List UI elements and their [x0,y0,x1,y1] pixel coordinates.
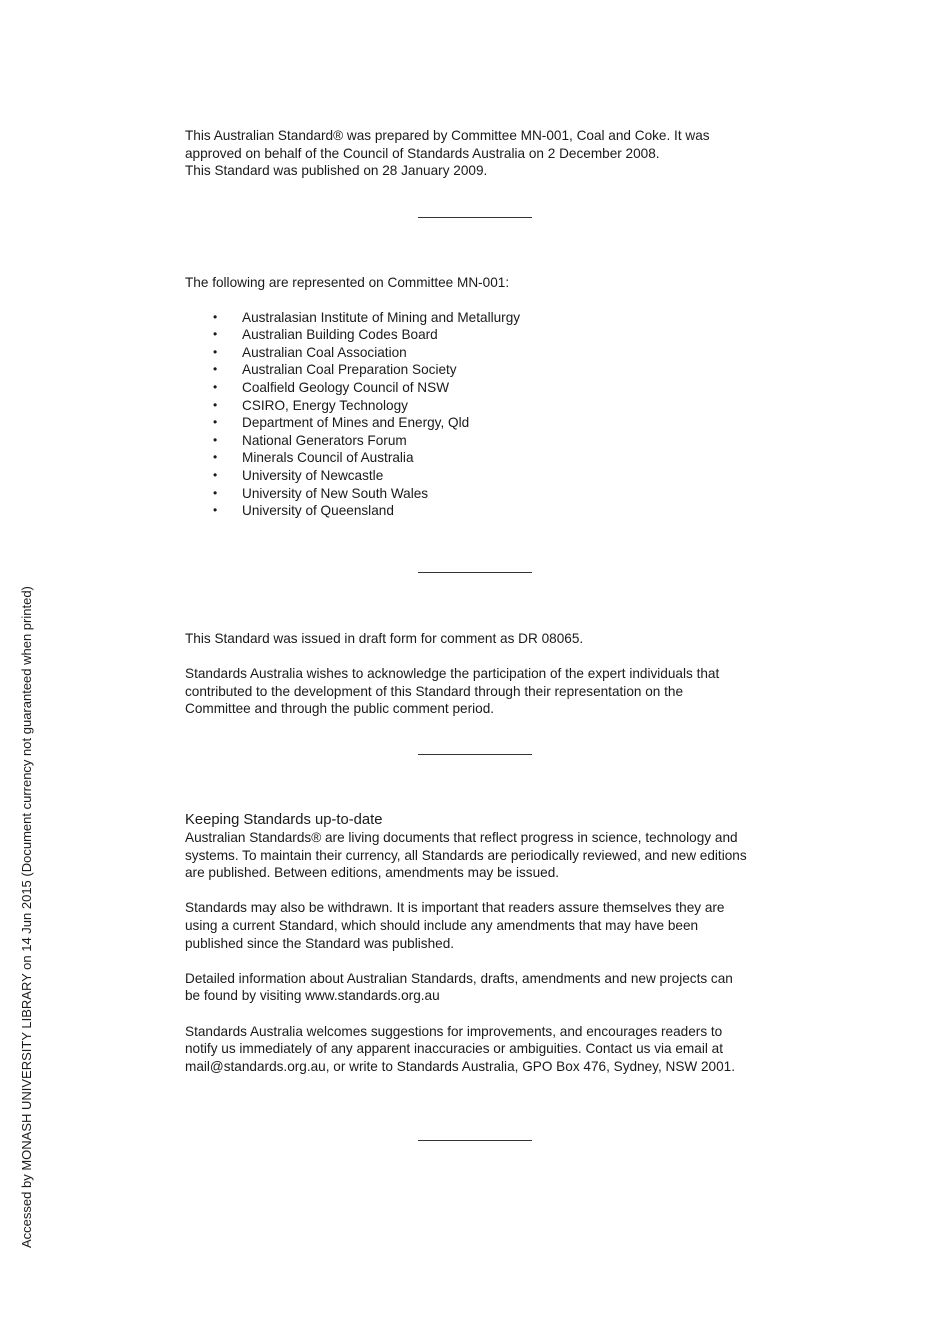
list-item: • Australian Coal Preparation Society [213,362,457,378]
bullet-icon: • [213,432,218,447]
bullet-icon: • [213,450,218,465]
keeping-standards-section [185,811,775,1075]
website-link[interactable]: www.standards.org.au [305,988,440,1004]
p2-line-2: using a current Standard, which should include any amendments that may have been [185,917,699,933]
bullet-icon: • [213,362,218,377]
email-link[interactable]: mail@standards.org.au [185,1058,326,1074]
section-divider [418,754,532,755]
p2-line-1: Standards may also be withdrawn. It is important that readers assure themselves they are [185,900,725,916]
bullet-icon: • [213,309,218,324]
preparation-notice [185,127,775,180]
bullet-icon: • [213,503,218,518]
ack-line-1: Standards Australia wishes to acknowledge the participation of the expert individuals that [185,666,720,682]
section-divider [418,572,532,573]
list-item: • National Generators Forum [213,432,407,448]
ack-line-2: contributed to the development of this Standard through their representation on the [185,683,684,699]
bullet-icon: • [213,467,218,482]
prep-line-2: approved on behalf of the Council of Standards Australia on 2 December 2008. [185,145,660,161]
p1-line-3: are published. Between editions, amendments may be issued. [185,865,560,881]
p4-line-3: mail@standards.org.au, or write to Standards Australia, GPO Box 476, Sydney, NSW 2001. [185,1058,736,1074]
list-item: • Minerals Council of Australia [213,450,414,466]
section-heading: Keeping Standards up-to-date [185,812,383,828]
list-item: • Australian Coal Association [213,344,407,360]
p3-line-1: Detailed information about Australian Standards, drafts, amendments and new projects can [185,970,733,986]
draft-acknowledgement [185,630,775,718]
ack-line-3: Committee and through the public comment period. [185,701,495,717]
bullet-icon: • [213,379,218,394]
list-item: • Australian Building Codes Board [213,327,438,343]
p1-line-1: Australian Standards® are living documents that reflect progress in science, technology and [185,830,738,845]
committee-intro: The following are represented on Committee MN-001: [185,275,510,290]
bullet-icon: • [213,485,218,500]
section-divider [418,1140,532,1141]
committee-member-list [185,309,775,520]
list-item: • Australasian Institute of Mining and Metallurgy [213,309,521,325]
list-item: • University of Newcastle [213,467,384,483]
list-item: • CSIRO, Energy Technology [213,397,408,413]
bullet-icon: • [213,327,218,342]
list-item: • Department of Mines and Energy, Qld [213,415,470,431]
p4-line-2: notify us immediately of any apparent inaccuracies or ambiguities. Contact us via email at [185,1041,723,1057]
bullet-icon: • [213,397,218,412]
p3-line-2: be found by visiting www.standards.org.au [185,988,440,1004]
access-watermark: Accessed by MONASH UNIVERSITY LIBRARY on 14 Jun 2015 (Document currency not guaranteed when printed) [19,586,34,1248]
bullet-icon: • [213,344,218,359]
prep-line-1: This Australian Standard® was prepared by Committee MN-001, Coal and Coke. It was [185,128,710,143]
section-divider [418,217,532,218]
list-item: • University of Queensland [213,503,394,519]
committee-section [185,274,775,520]
bullet-icon: • [213,415,218,430]
p1-line-2: systems. To maintain their currency, all Standards are periodically reviewed, and new editions [185,847,747,863]
list-item: • Coalfield Geology Council of NSW [213,379,450,395]
p2-line-3: published since the Standard was published. [185,935,455,951]
prep-line-3: This Standard was published on 28 January 2009. [185,163,488,179]
draft-issued: This Standard was issued in draft form for comment as DR 08065. [185,631,584,646]
list-item: • University of New South Wales [213,485,429,501]
p4-line-1: Standards Australia welcomes suggestions for improvements, and encourages readers to [185,1023,723,1039]
